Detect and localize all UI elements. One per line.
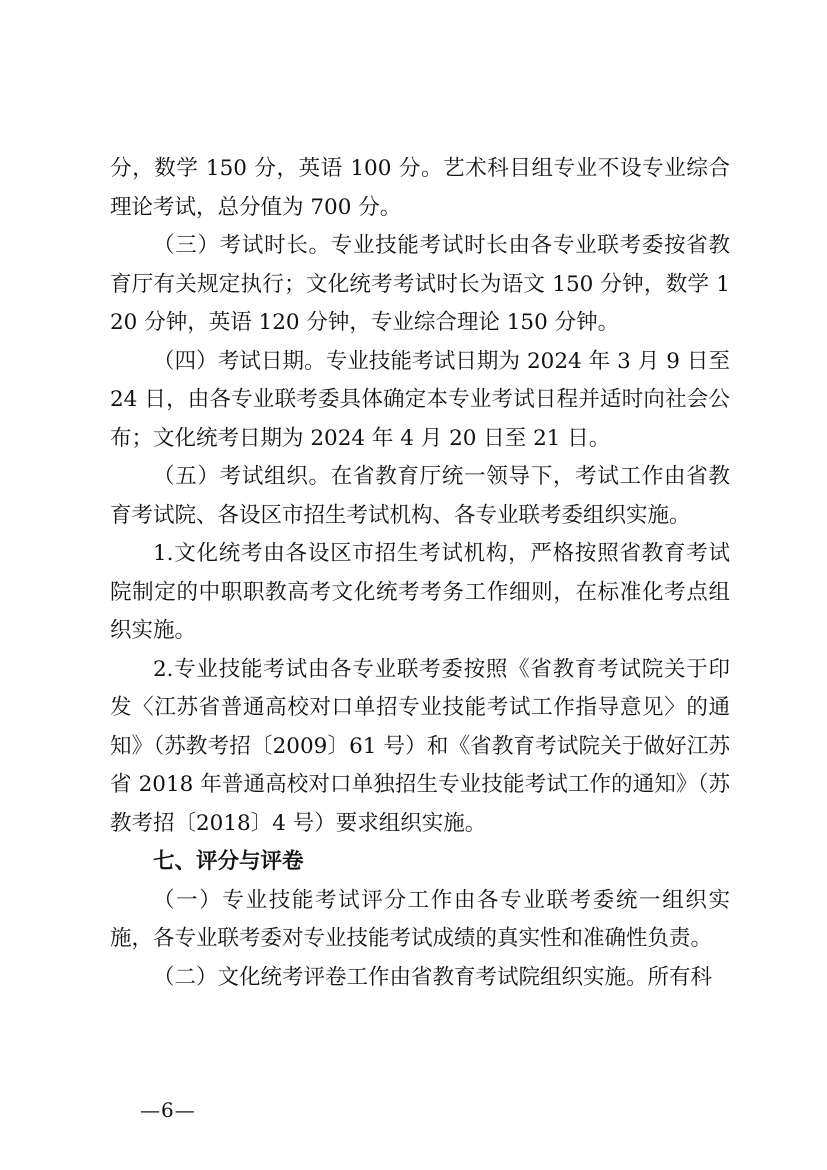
paragraph-exam-organization: （五）考试组织。在省教育厅统一领导下，考试工作由省教育考试院、各设区市招生考试机构、各专业联考委组织实施。 (110, 464, 730, 528)
paragraph-culture-grading: （二）文化统考评卷工作由省教育考试院组织实施。所有科 (153, 964, 713, 990)
page-number: —6— (140, 1098, 196, 1122)
document-body (110, 150, 730, 997)
paragraph-skill-scoring: （一）专业技能考试评分工作由各专业联考委统一组织实施，各专业联考委对专业技能考试成绩的真实性和准确性负责。 (110, 887, 730, 951)
paragraph-exam-duration: （三）考试时长。专业技能考试时长由各专业联考委按省教育厅有关规定执行；文化统考考试时长为语文 150 分钟，数学 120 分钟，英语 120 分钟，专业综合理论 150 分钟。 (110, 233, 730, 335)
paragraph-exam-dates: （四）考试日期。专业技能考试日期为 2024 年 3 月 9 日至 24 日，由各专业联考委具体确定本专业考试日程并适时向社会公布；文化统考日期为 2024 年 4 月 20 日至 21 日。 (110, 348, 730, 451)
paragraph-culture-exam: 1.文化统考由各设区市招生考试机构，严格按照省教育考试院制定的中职职教高考文化统考考务工作细则，在标准化考点组织实施。 (110, 541, 730, 643)
section-heading-scoring: 七、评分与评卷 (153, 849, 304, 874)
paragraph-score-continuation: 分，数学 150 分，英语 100 分。艺术科目组专业不设专业综合理论考试，总分值为 700 分。 (110, 156, 730, 220)
paragraph-skill-exam: 2.专业技能考试由各专业联考委按照《省教育考试院关于印发〈江苏省普通高校对口单招专业技能考试工作指导意见〉的通知》（苏教考招〔2009〕61 号）和《省教育考试院关于做好江苏省 2018 年普通高校对口单独招生专业技能考试工作的通知》（苏教考招〔2018〕4 号）要求组织实施。 (110, 656, 730, 836)
